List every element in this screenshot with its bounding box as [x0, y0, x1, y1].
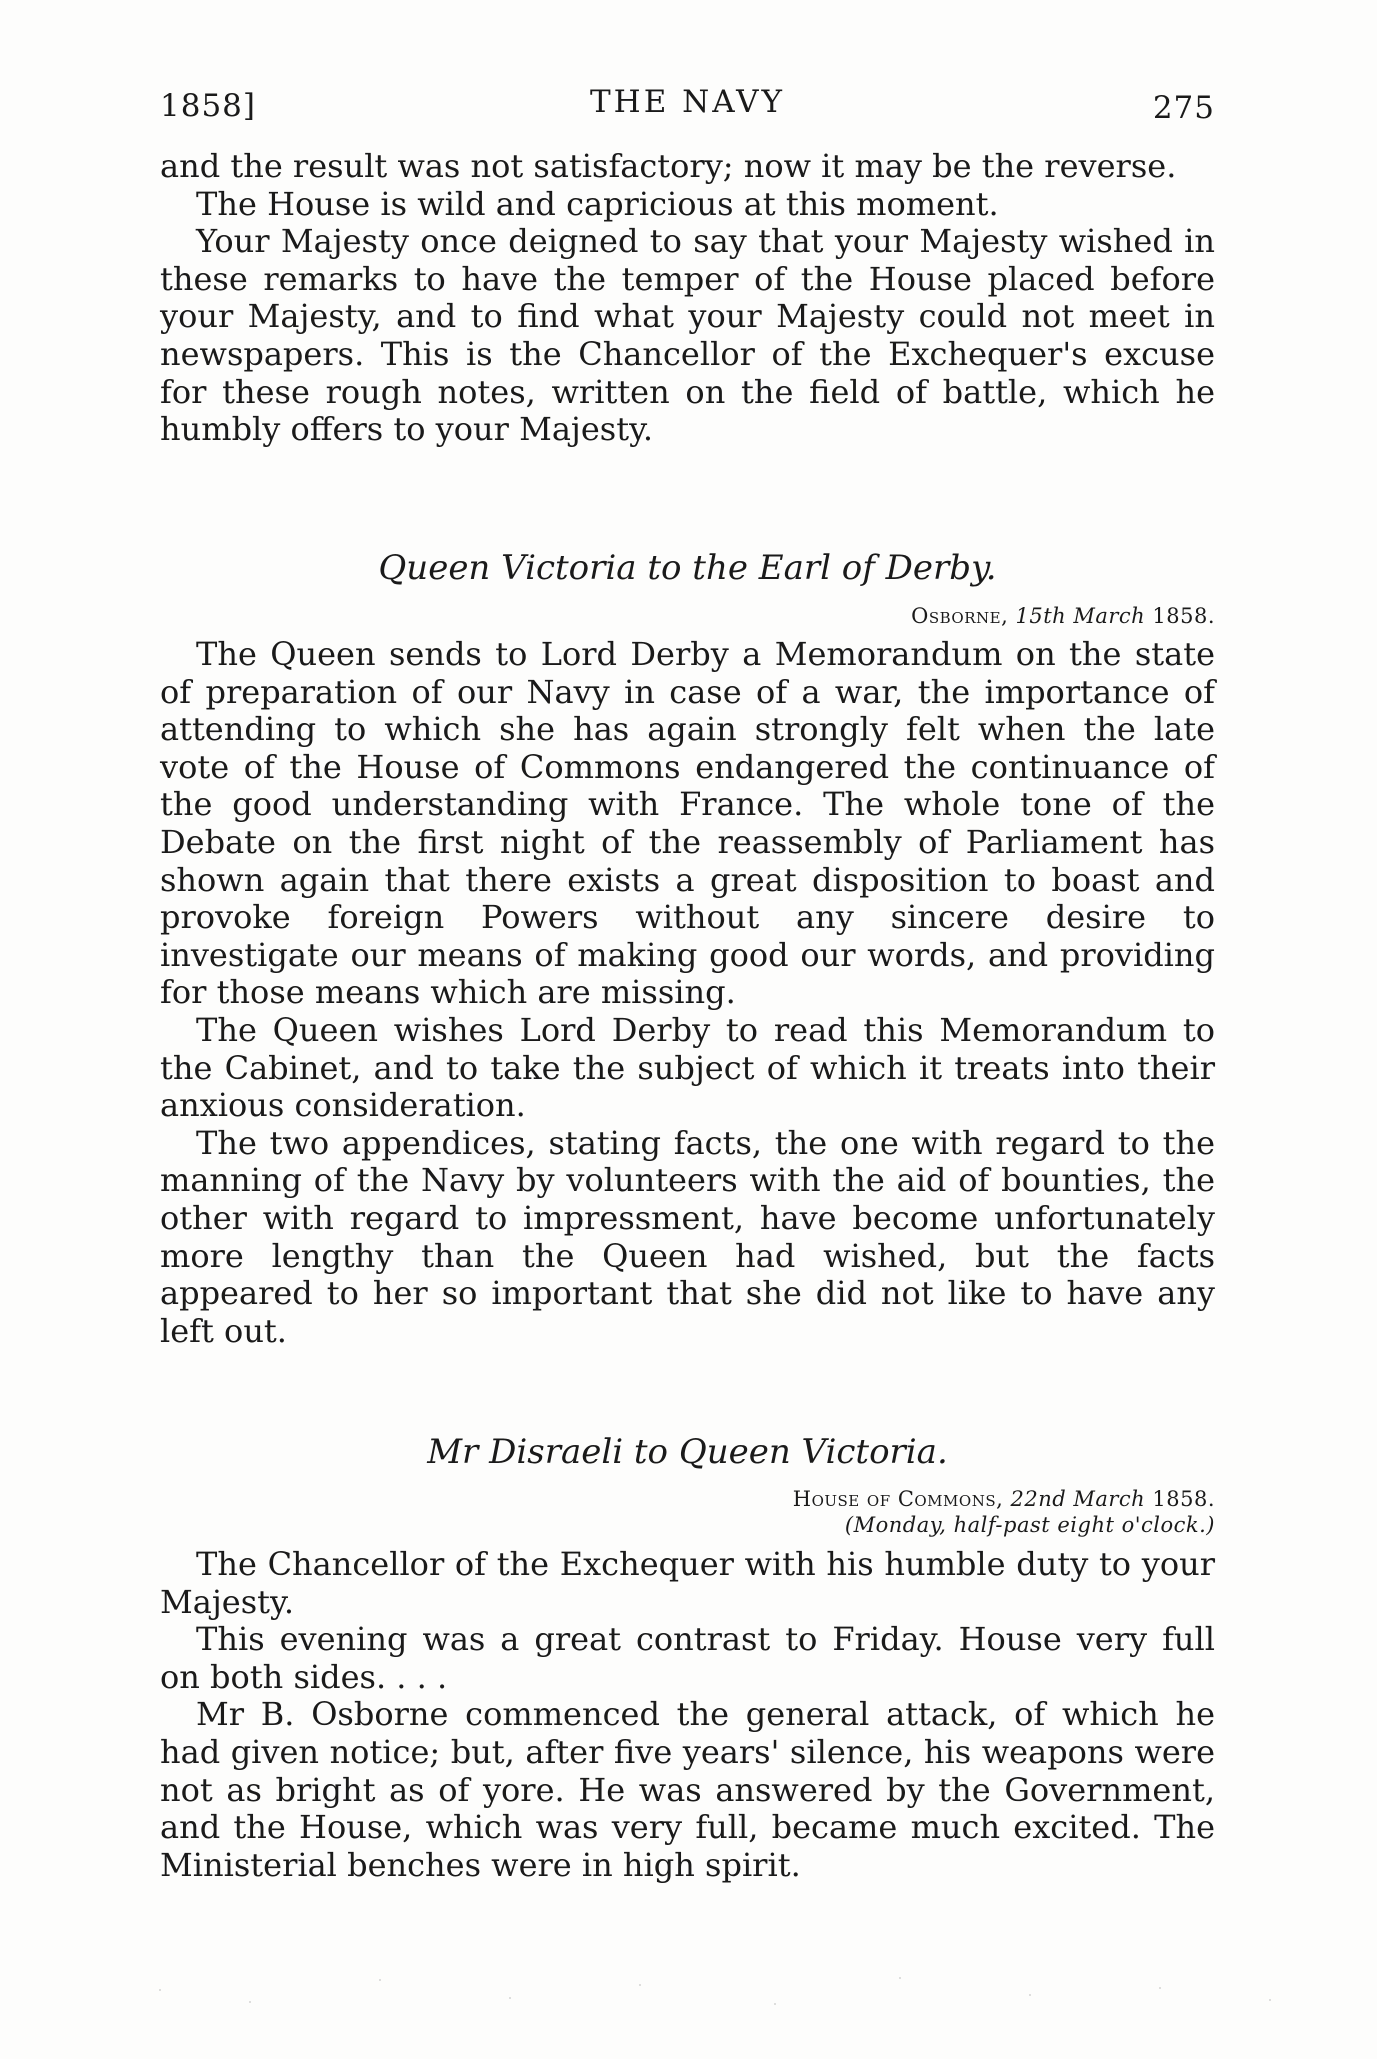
dateline-year: 1858.	[1152, 604, 1215, 628]
letter-dateline	[911, 604, 1215, 628]
letter-body	[160, 1546, 1215, 1884]
paragraph: The Queen wishes Lord Derby to read this Memorandum to the Cabinet, and to take the subject of which it treats into their anxious consideration.	[160, 1010, 1215, 1125]
paragraph: The Chancellor of the Exchequer with his humble duty to your Majesty.	[160, 1545, 1215, 1621]
dateline-time: (Monday, half-past eight o'clock.)	[844, 1513, 1215, 1537]
letter-heading: Mr Disraeli to Queen Victoria.	[427, 1432, 948, 1472]
running-head-title: THE NAVY	[589, 84, 785, 120]
paragraph: Your Majesty once deigned to say that your Majesty wished in these remarks to have the temper of the House placed before your Majesty, and to find what your Majesty could not meet in newspapers. This is the Chancellor of the Exchequer's excuse for these rough notes, written on the field of battle, which he humbly offers to your Majesty.	[160, 222, 1215, 449]
page-number: 275	[1152, 90, 1215, 126]
paragraph: The two appendices, stating facts, the one with regard to the manning of the Navy by volunteers with the aid of bounties, the other with regard to impressment, have become unfortunately more lengthy than the Queen had wished, but the facts appeared to her so important that she did not like to have any left out.	[160, 1123, 1215, 1350]
paragraph: Mr B. Osborne commenced the general attack, of which he had given notice; but, after five years' silence, his weapons were not as bright as of yore. He was answered by the Government, and the House, which was very full, became much excited. The Ministerial benches were in high spirit.	[160, 1695, 1215, 1884]
dateline-date: 22nd March	[1010, 1487, 1146, 1511]
paragraph: and the result was not satisfactory; now it may be the reverse.	[160, 147, 1177, 185]
dateline-year: 1858.	[1152, 1487, 1215, 1511]
dateline-place: House of Commons,	[792, 1487, 1004, 1511]
running-head-year: 1858]	[160, 88, 256, 124]
letter-body	[160, 636, 1215, 1350]
paragraph: The Queen sends to Lord Derby a Memorandum on the state of preparation of our Navy in case of a war, the importance of attending to which she has again strongly felt when the late vote of the House of Commons endangered the continuance of the good understanding with France. The whole tone of the Debate on the first night of the reassembly of Parliament has shown again that there exists a great disposition to boast and provoke foreign Powers without any sincere desire to investigate our means of making good our words, and providing for those means which are missing.	[160, 635, 1215, 1012]
continued-letter-text	[160, 148, 1215, 449]
letter-heading: Queen Victoria to the Earl of Derby.	[378, 548, 997, 588]
dateline-place: Osborne,	[911, 604, 1009, 628]
paragraph: The House is wild and capricious at this moment.	[196, 184, 999, 223]
scan-speckle-decoration	[120, 1960, 1320, 2020]
paragraph: This evening was a great contrast to Friday. House very full on both sides. . . .	[160, 1620, 1215, 1696]
dateline-date: 15th March	[1015, 604, 1146, 628]
letter-dateline	[793, 1486, 1215, 1538]
running-head	[160, 84, 1215, 132]
